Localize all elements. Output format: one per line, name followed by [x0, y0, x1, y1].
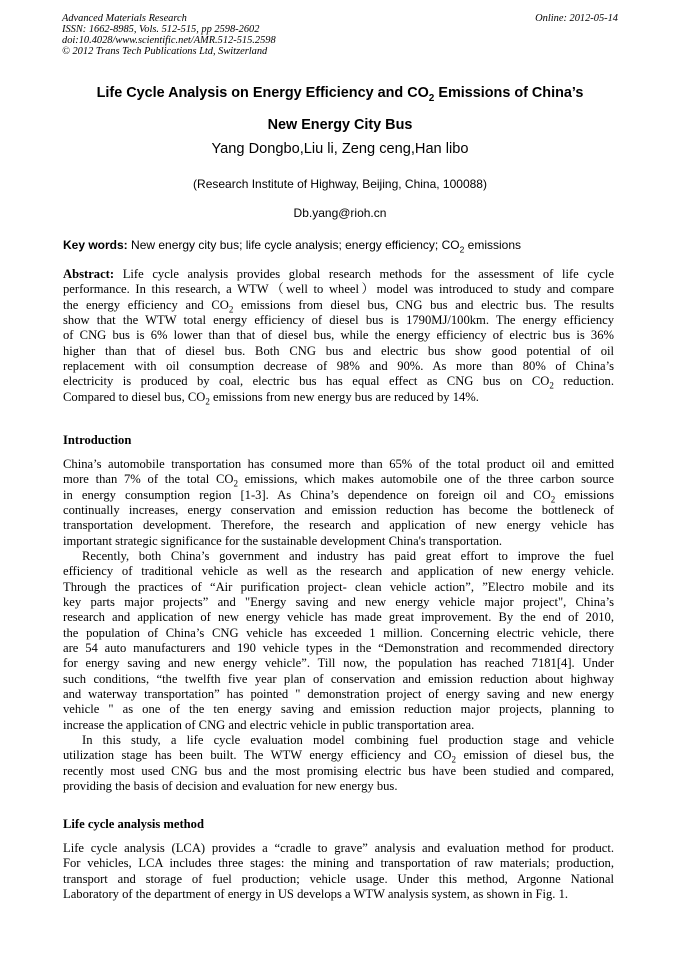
author-list: Yang Dongbo,Liu li, Zeng ceng,Han libo — [211, 141, 469, 157]
introduction-paragraph-1: China’s automobile transportation has consumed more than 65% of the total product oil and emitted more than 7% of the total $CO_2$ emissions, which makes automobile one of the three carbon source in energy consumption region [1-3]. As China’s dependence on foreign oil and $CO_2$ emissions continually increases, energy conservation and emission reduction has become the bottleneck of transportation development. Therefore, the research and application of new energy vehicle has important strategic significance for the sustainable development China's transportation. — [63, 457, 614, 548]
doi-line: doi:10.4028/www.scientific.net/AMR.512-515.2598 — [62, 35, 276, 46]
affiliation: (Research Institute of Highway, Beijing, China, 100088) — [193, 177, 487, 191]
introduction-paragraph-2: Recently, both China’s government and industry has paid great effort to improve the fuel efficiency of traditional vehicle as well as the research and application of new energy vehicle. Through the practices of “Air purification project- clean vehicle action”, ”Electro mobile and its key parts major projects” and "Energy saving and new energy vehicle major project", China’s research and application of new energy vehicle has made great improvement. By the end of 2010, the population of China’s CNG vehicle has exceeded 1 million. Concerning electric vehicle, there are 54 auto manufacturers and 190 vehicle types in the “Demonstration and recommended directory for energy saving and new energy vehicle”. Till now, the population has reached 7181[4]. Under such conditions, “the twelfth five year plan of conservation and emission reduction about highway and waterway transportation” has pointed " demonstration project of energy saving and new energy vehicle " as one of the ten energy saving and emission reduction major projects, planning to increase the application of CNG and electric vehicle in public transportation area. — [63, 549, 614, 732]
introduction-paragraph-3: In this study, a life cycle evaluation model combining fuel production stage and vehicle utilization stage has been built. The WTW energy efficiency and $CO_2$ emission of diesel bus, the recently most used CNG bus and the most promising electric bus have been studied and compared, providing the basis of decision and evaluation for new energy bus. — [63, 733, 614, 794]
abstract: Abstract: Life cycle analysis provides global research methods for the assessment of life cycle performance. In this research, a WTW（well to wheel）model was introduced to study and compare the energy efficiency and $CO_2$ emissions from diesel bus, CNG bus and electric bus. The results show that the WTW total energy efficiency of diesel bus is 1790MJ/100km. The energy efficiency of CNG bus is 6% lower than that of diesel bus, while the energy efficiency of electric bus is 36% higher than that of diesel bus. Both CNG bus and electric bus show good potential of oil replacement with oil consumption decrease of 98% and 90%. As more than 80% of China’s electricity is produced by coal, electric bus has equal effect as CNG bus on $CO_2$ reduction. Compared to diesel bus, $CO_2$ emissions from new energy bus are reduced by 14%. — [63, 267, 615, 407]
method-heading: Life cycle analysis method — [63, 817, 204, 831]
journal-header — [62, 13, 618, 57]
journal-name: Advanced Materials Research — [62, 13, 187, 24]
author-email: Db.yang@rioh.cn — [293, 206, 387, 220]
method-paragraph: Life cycle analysis (LCA) provides a “cradle to grave” analysis and evaluation method for product. For vehicles, LCA includes three stages: the mining and transportation of raw materials; production, transport and storage of fuel production; vehicle usage. Under this method, Argonne National Laboratory of the department of energy in US develops a WTW analysis system, as shown in Fig. 1. — [63, 841, 614, 902]
paper-title: Life Cycle Analysis on Energy Efficiency and $CO_2$ Emissions of China’s New Energy City Bus — [96, 85, 584, 133]
introduction-heading: Introduction — [63, 433, 132, 447]
issn-line: ISSN: 1662-8985, Vols. 512-515, pp 2598-2602 — [62, 24, 260, 35]
online-date: Online: 2012-05-14 — [535, 13, 618, 24]
keywords: Key words: New energy city bus; life cycle analysis; energy efficiency; $CO_2$ emissions — [63, 238, 522, 255]
copyright-line: © 2012 Trans Tech Publications Ltd, Switzerland — [62, 46, 268, 57]
